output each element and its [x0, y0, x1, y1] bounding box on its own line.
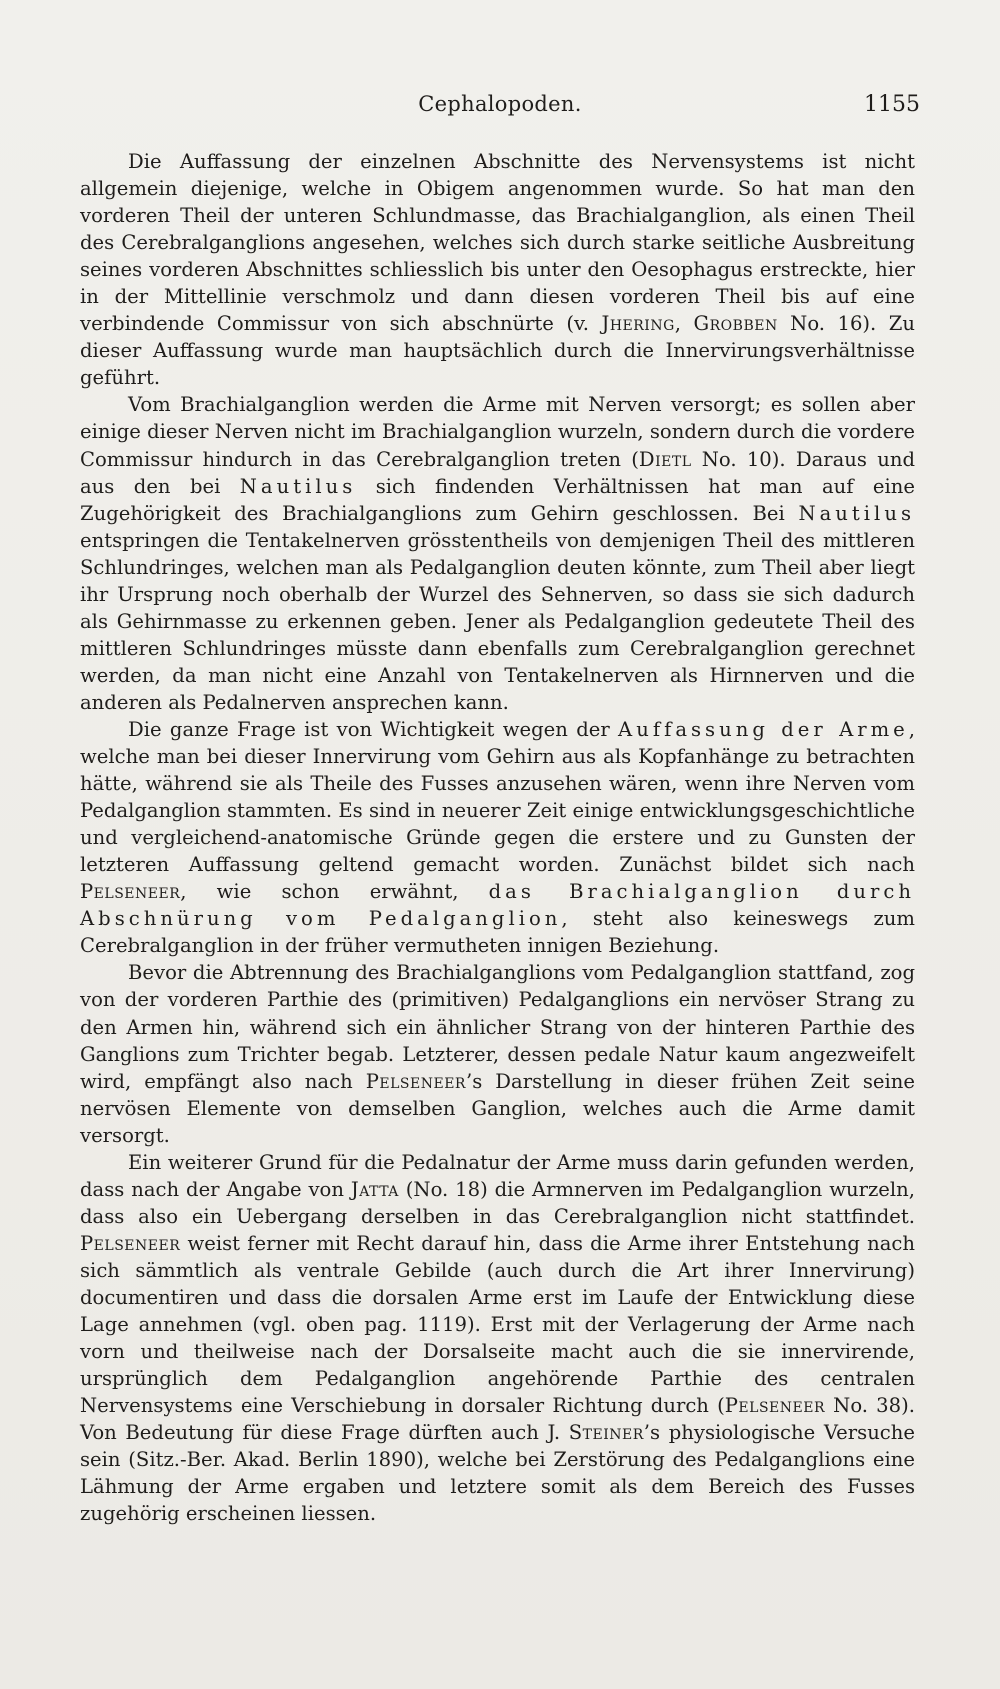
author-name: Pelseneer: [80, 1231, 181, 1255]
page-number: 1155: [864, 92, 920, 117]
text-run: ,: [674, 312, 694, 336]
author-name: Jhering: [601, 312, 675, 336]
text-run: No. 10). Daraus und aus den bei: [80, 447, 916, 498]
author-name: Pelseneer: [80, 880, 181, 904]
text-run: No. 38). Von Bedeutung für diese Frage dürften auch J.: [80, 1394, 915, 1445]
text-run: No. 16). Zu dieser Auffassung wurde man hauptsächlich durch die Innervirungsverhältnisse geführt.: [80, 312, 915, 390]
text-run: (No. 18) die Armnerven im Pedalganglion wurzeln, dass also ein Uebergang derselben in das Cerebralganglion nicht stattfindet.: [80, 1177, 915, 1228]
paragraph: [80, 716, 915, 959]
author-name: Jatta: [350, 1177, 399, 1201]
text-run: Bevor die Abtrennung des Brachialganglions vom Pedalganglion stattfand, zog von der vorderen Parthie des (primitiven) Pedalganglions ein nervöser Strang zu den Armen hin, während sich ein ähnlicher Strang von der hinteren Parthie des Ganglions zum Trichter begab. Letzterer, dessen pedale Natur kaum angezweifelt wird, empfängt also nach: [80, 961, 915, 1093]
author-name: Dietl: [638, 447, 692, 471]
text-run: ’s physiologische Versuche sein (Sitz.-Ber. Akad. Berlin 1890), welche bei Zerstörung des Pedalganglions eine Lähmung der Arme ergaben und letztere somit als dem Bereich des Fusses zugehörig erscheinen liessen.: [80, 1421, 915, 1526]
spaced-emphasis: das Brachialganglion durch Abschnürung vom Pedalganglion: [80, 880, 915, 931]
text-run: Die ganze Frage ist von Wichtigkeit wegen der: [128, 717, 619, 741]
text-run: sich findenden Verhältnissen hat man auf eine Zugehörigkeit des Brachialganglions zum Gehirn geschlossen. Bei: [80, 474, 916, 525]
text-run: , steht also keineswegs zum Cerebralganglion in der früher vermutheten innigen Beziehung.: [80, 907, 915, 958]
text-run: , wie schon erwähnt,: [180, 880, 489, 904]
author-name: Grobben: [693, 312, 778, 336]
paragraph: [80, 959, 915, 1148]
author-name: Pelseneer: [724, 1394, 825, 1418]
text-run: Ein weiterer Grund für die Pedalnatur der Arme muss darin gefunden werden, dass nach der Angabe von: [80, 1150, 915, 1201]
text-run: entspringen die Tentakelnerven grösstentheils von demjenigen Theil des mittleren Schlundringes, welchen man als Pedalganglion deuten könnte, zum Theil aber liegt ihr Ursprung noch oberhalb der Wurzel des Sehnerven, so dass sie sich dadurch als Gehirnmasse zu erkennen geben. Jener als Pedalganglion gedeutete Theil des mittleren Schlundringes müsste dann ebenfalls zum Cerebralganglion gerechnet werden, da man nicht eine Anzahl von Tentakelnerven als Hirnnerven und die anderen als Pedalnerven ansprechen kann.: [80, 528, 915, 714]
spaced-emphasis: Nautilus: [239, 474, 357, 498]
spaced-emphasis: Auffassung der Arme: [618, 717, 909, 741]
page-header: [80, 92, 920, 124]
paragraph: [80, 148, 915, 391]
text-run: weist ferner mit Recht darauf hin, dass die Arme ihrer Entstehung nach sich sämmtlich als ventrale Gebilde (auch durch die Art ihrer Innervirung) documentiren und dass die dorsalen Arme erst im Laufe der Entwicklung diese Lage annehmen (vgl. oben pag. 1119). Erst mit der Verlagerung der Arme nach vorn und theilweise nach der Dorsalseite macht auch die sie innervirende, ursprünglich dem Pedalganglion angehörende Parthie des centralen Nervensystems eine Verschiebung in dorsaler Richtung durch (: [80, 1231, 915, 1418]
text-run: Die Auffassung der einzelnen Abschnitte des Nervensystems ist nicht allgemein diejenige, welche in Obigem angenommen wurde. So hat man den vorderen Theil der unteren Schlundmasse, das Brachialganglion, als einen Theil des Cerebralganglions angesehen, welches sich durch starke seitliche Ausbreitung seines vorderen Abschnittes schliesslich bis unter den Oesophagus erstreckte, hier in der Mittellinie verschmolz und dann diesen vorderen Theil bis auf eine verbindende Commissur von sich abschnürte (v.: [80, 150, 915, 336]
author-name: Pelseneer: [365, 1069, 466, 1093]
text-run: , welche man bei dieser Innervirung vom Gehirn aus als Kopfanhänge zu betrachten hätte, während sie als Theile des Fusses anzusehen wären, wenn ihre Nerven vom Pedalganglion stammten. Es sind in neuerer Zeit einige entwicklungsgeschichtliche und vergleichend-anatomische Gründe gegen die erstere und zu Gunsten der letzteren Auffassung geltend gemacht worden. Zunächst bildet sich nach: [80, 717, 915, 877]
text-run: ’s Darstellung in dieser frühen Zeit seine nervösen Elemente von demselben Ganglion, welches auch die Arme damit versorgt.: [80, 1069, 915, 1147]
paragraph: [80, 391, 915, 716]
text-run: Vom Brachialganglion werden die Arme mit Nerven versorgt; es sollen aber einige dieser Nerven nicht im Brachialganglion wurzeln, sondern durch die vordere Commissur hindurch in das Cerebralganglion treten (: [80, 393, 916, 471]
running-title: Cephalopoden.: [418, 92, 582, 116]
body-text: [80, 148, 915, 1527]
author-name: Steiner: [568, 1421, 644, 1445]
paragraph: [80, 1149, 915, 1528]
spaced-emphasis: Nautilus: [798, 501, 915, 525]
